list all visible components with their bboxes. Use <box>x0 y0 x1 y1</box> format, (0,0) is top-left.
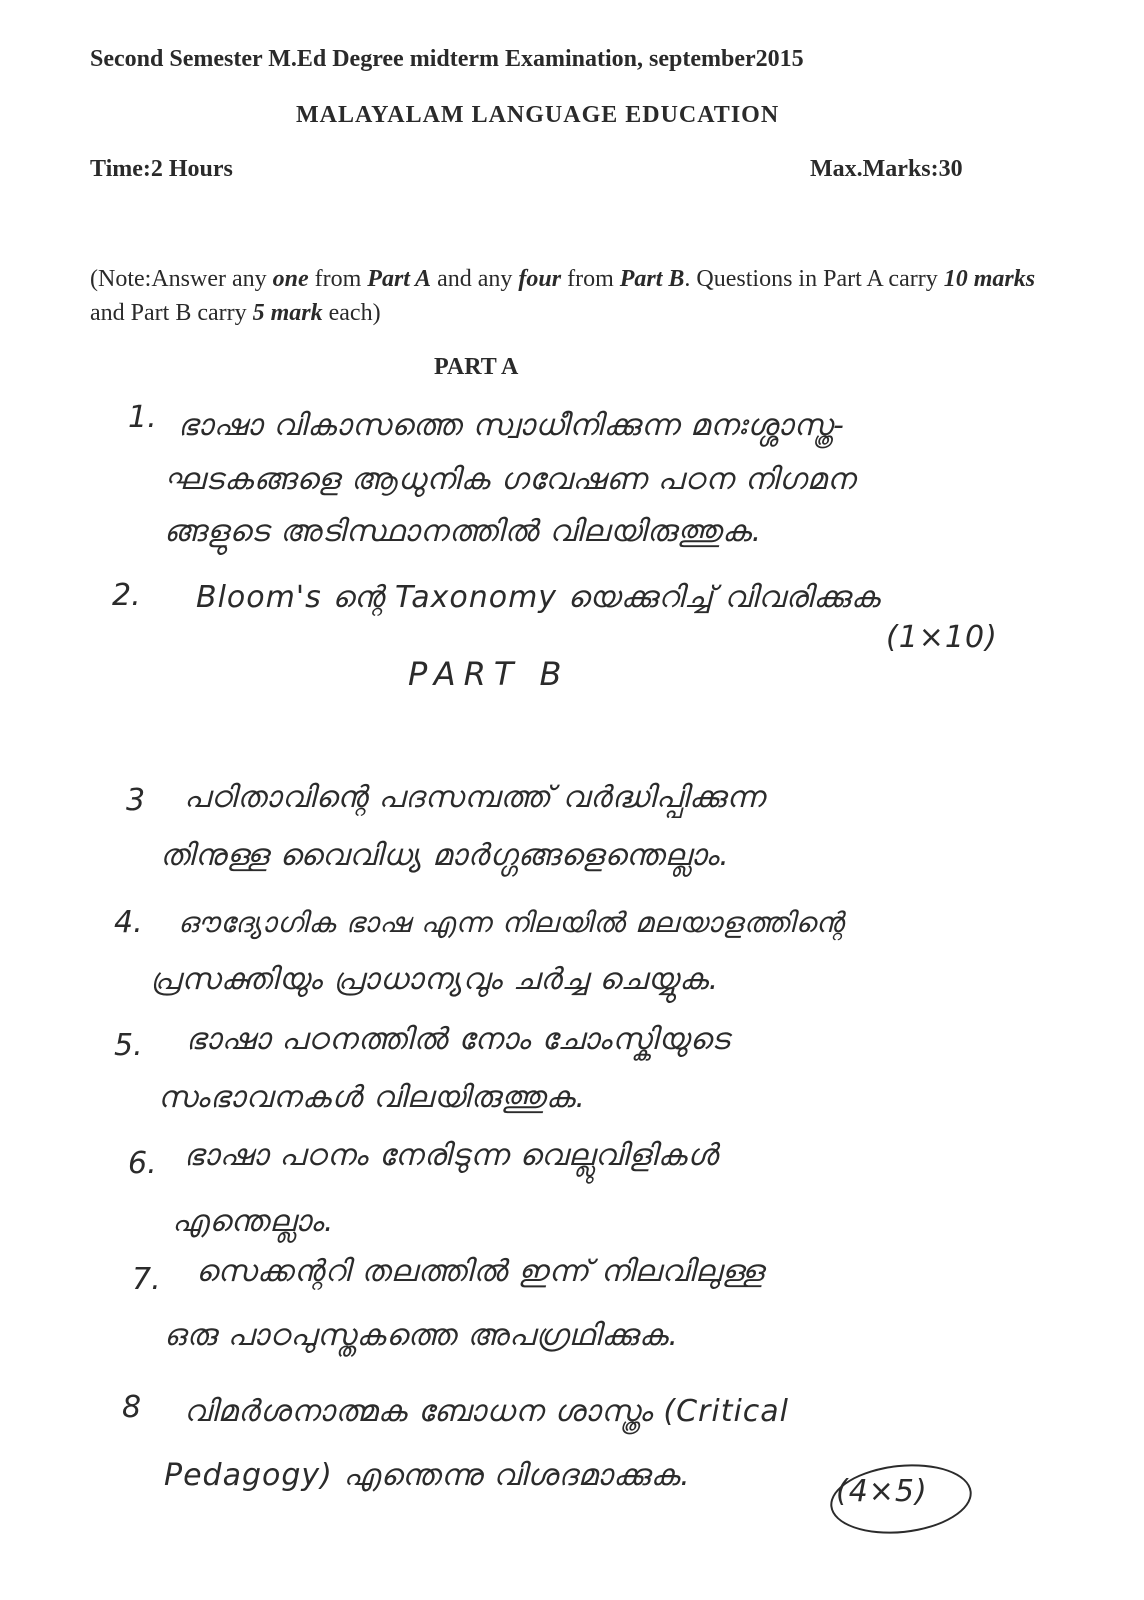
max-marks: Max.Marks:30 <box>810 156 963 182</box>
question-line: പഠിതാവിന്റെ പദസമ്പത്ത് വർദ്ധിപ്പിക്കുന്ന <box>184 780 766 815</box>
question-line: ഔദ്യോഗിക ഭാഷ എന്ന നിലയിൽ മലയാളത്തിന്റെ <box>178 906 845 939</box>
part-a-marks: (1×10) <box>886 620 998 655</box>
question-line: ഭാഷാ വികാസത്തെ സ്വാധീനിക്കുന്ന മനഃശ്ശാസ്ത്ര- <box>178 408 845 443</box>
note-emphasis: four <box>518 266 562 292</box>
part-b-title: PART B <box>408 655 570 693</box>
part-a-title: PART A <box>434 354 519 380</box>
question-number: 4. <box>114 905 143 940</box>
question-line: പ്രസക്തിയും പ്രാധാന്യവും ചർച്ച ചെയ്യുക. <box>150 962 720 997</box>
question-line: ഭാഷാ പഠനത്തിൽ നോം ചോംസ്കിയുടെ <box>186 1022 730 1057</box>
question-number: 3 <box>126 783 146 818</box>
question-number: 5. <box>114 1028 143 1063</box>
question-line: Pedagogy) എന്തെന്നു വിശദമാക്കുക. <box>164 1458 691 1493</box>
note-emphasis: one <box>272 266 309 292</box>
note-emphasis: 10 marks <box>943 266 1036 292</box>
question-line: സെക്കന്ററി തലത്തിൽ ഇന്ന് നിലവിലുള്ള <box>196 1254 765 1289</box>
instructions-note <box>90 262 1050 330</box>
note-text: . Questions in Part A carry <box>684 266 944 292</box>
question-line: Bloom's ന്റെ Taxonomy യെക്കുറിച്ച് വിവരിക്കുക <box>196 580 881 615</box>
question-number: 8 <box>122 1390 142 1425</box>
question-number: 2. <box>112 578 141 613</box>
question-line: ങ്ങളുടെ അടിസ്ഥാനത്തിൽ വിലയിരുത്തുക. <box>164 514 763 549</box>
note-text: and any <box>431 266 519 292</box>
question-line: ഘടകങ്ങളെ ആധുനിക ഗവേഷണ പഠന നിഗമന <box>164 462 856 497</box>
question-line: ഒരു പാഠപുസ്തകത്തെ അപഗ്രഥിക്കുക. <box>164 1318 679 1353</box>
subject-title: MALAYALAM LANGUAGE EDUCATION <box>296 102 780 128</box>
note-text: from <box>561 266 620 292</box>
question-number: 1. <box>128 400 157 435</box>
question-line: വിമർശനാത്മക ബോധന ശാസ്ത്രം (Critical <box>184 1394 790 1429</box>
question-line: തിനുള്ള വൈവിധ്യ മാർഗ്ഗങ്ങളെന്തെല്ലാം. <box>160 838 730 873</box>
note-text: each) <box>322 300 381 326</box>
note-text: from <box>308 266 368 292</box>
question-number: 6. <box>128 1146 157 1181</box>
exam-time: Time:2 Hours <box>90 156 233 182</box>
note-text: and Part B carry <box>90 300 253 326</box>
part-b-marks: (4×5) <box>836 1474 928 1509</box>
question-line: ഭാഷാ പഠനം നേരിടുന്ന വെല്ലുവിളികൾ <box>184 1138 719 1173</box>
exam-title: Second Semester M.Ed Degree midterm Examination, september2015 <box>90 46 804 72</box>
question-line: എന്തെല്ലാം. <box>172 1204 335 1239</box>
note-emphasis: Part A <box>367 266 432 292</box>
note-emphasis: 5 mark <box>252 300 323 326</box>
question-line: സംഭാവനകൾ വിലയിരുത്തുക. <box>158 1080 586 1115</box>
note-text: (Note:Answer any <box>90 266 273 292</box>
question-number: 7. <box>132 1262 161 1297</box>
note-emphasis: Part B <box>619 266 685 292</box>
